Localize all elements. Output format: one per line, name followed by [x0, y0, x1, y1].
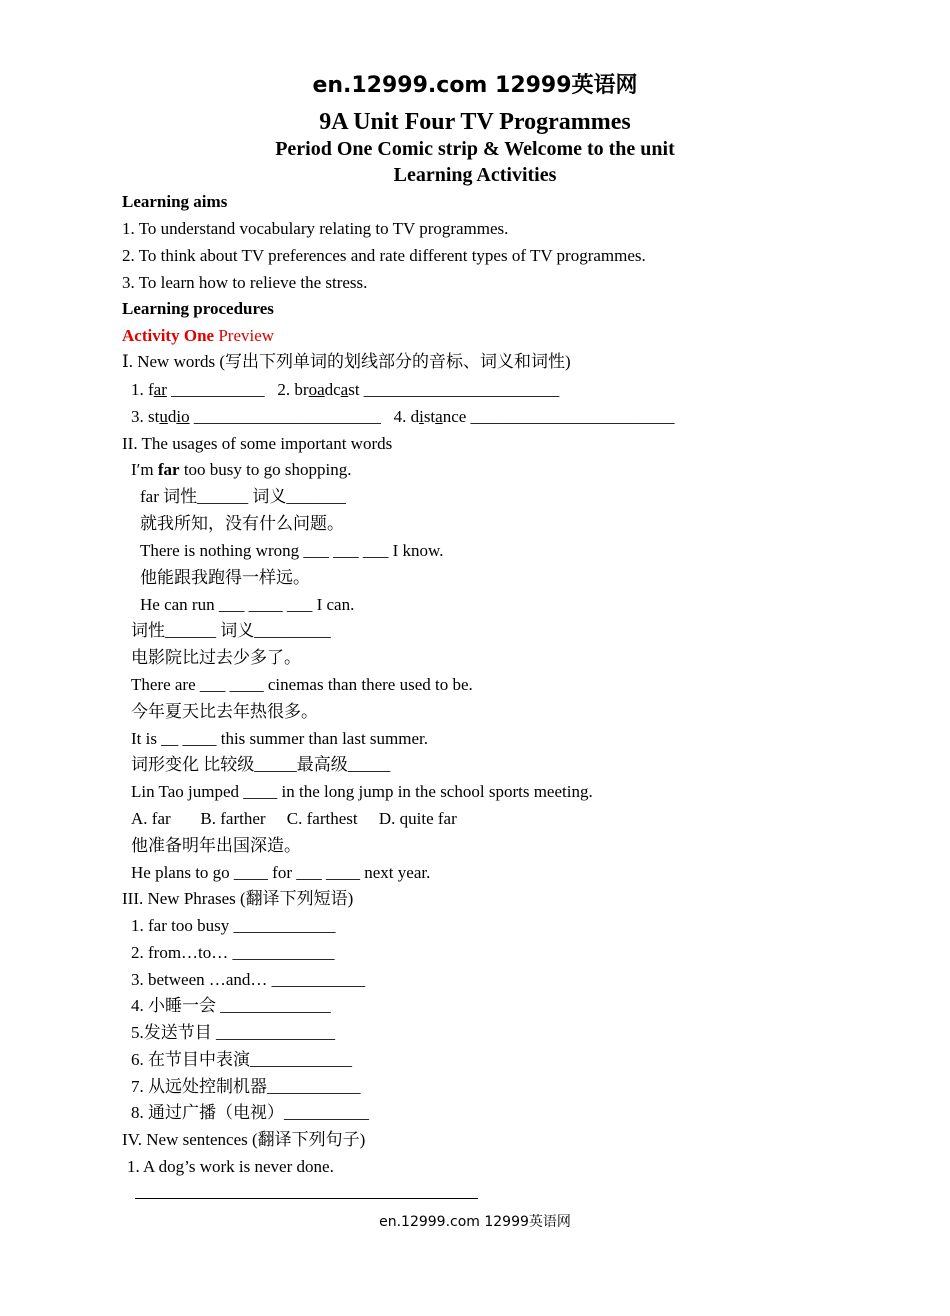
example-text: too busy to go shopping. — [179, 460, 352, 479]
word-text: 3. st — [131, 407, 160, 426]
word-text: ___________ 2. br — [166, 380, 309, 399]
word-underlined-part: oa — [308, 380, 325, 399]
phrase-item: 4. 小睡一会 _____________ — [131, 996, 331, 1015]
aim-item: 3. To learn how to relieve the stress. — [122, 273, 368, 292]
answer-options: A. far B. farther C. farthest D. quite far — [131, 809, 457, 828]
exercise-line: 今年夏天比去年热很多。 — [131, 702, 318, 721]
word-underlined-part: a — [435, 407, 443, 426]
phrase-item: 1. far too busy ____________ — [131, 916, 336, 935]
word-text: st _______________________ — [348, 380, 560, 399]
exercise-line: 他能跟我跑得一样远。 — [140, 568, 310, 587]
word-underlined-part: io — [176, 407, 190, 426]
word-underlined-part: i — [419, 407, 424, 426]
exercise-line: There is nothing wrong ___ ___ ___ I know. — [140, 541, 444, 560]
section4-heading: IV. New sentences (翻译下列句子) — [122, 1130, 366, 1149]
page-footer: en.12999.com 12999英语网 — [379, 1214, 571, 1230]
section3-heading: III. New Phrases (翻译下列短语) — [122, 889, 354, 908]
word-text: 1. f — [131, 380, 154, 399]
activity-label: Activity One — [122, 326, 215, 345]
section1-heading: Ⅰ. New words (写出下列单词的划线部分的音标、词义和词性) — [122, 352, 571, 371]
answer-line — [135, 1198, 478, 1199]
exercise-line: 就我所知，没有什么问题。 — [140, 514, 344, 533]
word-text: ______________________ 4. d — [189, 407, 420, 426]
new-words-row-2 — [131, 407, 675, 427]
word-underlined-part: u — [159, 407, 168, 426]
exercise-line: He can run ___ ____ ___ I can. — [140, 595, 355, 614]
procedures-heading: Learning procedures — [122, 299, 274, 318]
page-subtitle-2: Learning Activities — [393, 164, 557, 186]
exercise-line: 他准备明年出国深造。 — [131, 836, 301, 855]
phrase-item: 8. 通过广播（电视）__________ — [131, 1103, 369, 1122]
aims-heading: Learning aims — [122, 192, 228, 211]
site-header: en.12999.com 12999英语网 — [312, 73, 638, 98]
exercise-line: Lin Tao jumped ____ in the long jump in the school sports meeting. — [131, 782, 593, 801]
exercise-line: 电影院比过去少多了。 — [131, 648, 301, 667]
sentence-item: 1. A dog’s work is never done. — [127, 1157, 334, 1176]
exercise-line: It is __ ____ this summer than last summer. — [131, 729, 429, 748]
page-subtitle: Period One Comic strip & Welcome to the unit — [275, 138, 675, 160]
example-text: I′m — [131, 460, 158, 479]
exercise-line: 词形变化 比较级_____最高级_____ — [131, 755, 391, 774]
activity-heading — [122, 326, 274, 346]
word-underlined-part: a — [340, 380, 349, 399]
exercise-line: far 词性______ 词义_______ — [140, 487, 346, 506]
aim-item: 2. To think about TV preferences and rate different types of TV programmes. — [122, 246, 646, 265]
exercise-line: He plans to go ____ for ___ ____ next year. — [131, 863, 431, 882]
word-text: nce ________________________ — [442, 407, 675, 426]
page-title: 9A Unit Four TV Programmes — [319, 109, 631, 135]
keyword: far — [157, 460, 180, 479]
phrase-item: 3. between …and… ___________ — [131, 970, 366, 989]
word-text: dc — [324, 380, 341, 399]
exercise-line: There are ___ ____ cinemas than there used to be. — [131, 675, 473, 694]
activity-name: Preview — [214, 326, 275, 345]
word-underlined-part: ar — [153, 380, 167, 399]
new-words-row-1 — [131, 380, 559, 400]
phrase-item: 5.发送节目 ______________ — [131, 1023, 335, 1042]
section2-heading: II. The usages of some important words — [122, 434, 393, 453]
phrase-item: 7. 从远处控制机器___________ — [131, 1077, 361, 1096]
example-sentence — [131, 460, 351, 480]
word-text: st — [423, 407, 436, 426]
word-text: d — [167, 407, 177, 426]
phrase-item: 6. 在节目中表演____________ — [131, 1050, 352, 1069]
phrase-item: 2. from…to… ____________ — [131, 943, 335, 962]
exercise-line: 词性______ 词义_________ — [131, 621, 331, 640]
aim-item: 1. To understand vocabulary relating to TV programmes. — [122, 219, 509, 238]
